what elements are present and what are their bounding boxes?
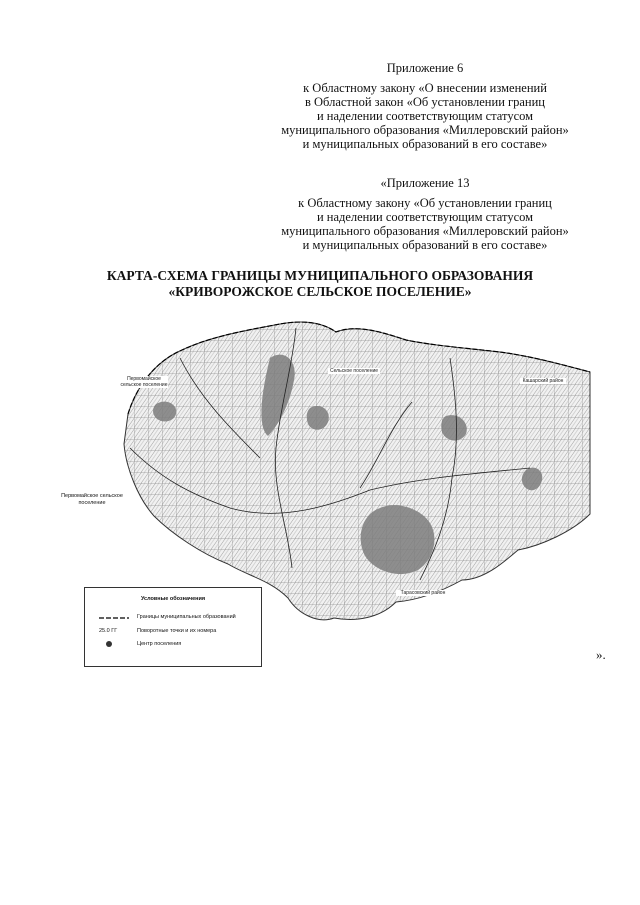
map-area xyxy=(124,322,590,620)
map-title-line: КАРТА-СХЕМА ГРАНИЦЫ МУНИЦИПАЛЬНОГО ОБРАЗОВАНИЯ xyxy=(106,268,534,283)
legend-item-label: Границы муниципальных образований xyxy=(137,614,236,620)
appendix-13-line: и муниципальных образований в его составе» xyxy=(302,238,548,252)
closing-quote: ». xyxy=(596,647,606,662)
legend-item-label: Центр поселения xyxy=(137,641,182,647)
appendix-13-line: и наделении соответствующим статусом xyxy=(316,210,534,224)
appendix-6-line: муниципального образования «Миллеровский район» xyxy=(281,123,569,137)
settlement-center-icon xyxy=(105,640,113,648)
appendix-6-line: в Областной закон «Об установлении границ xyxy=(304,95,545,109)
neighbor-label-left: Первомайское сельское поселение xyxy=(120,376,168,388)
appendix-6-line: к Областному закону «О внесении изменений xyxy=(303,81,547,95)
appendix-6-header: Приложение 6 xyxy=(386,61,464,75)
map-title xyxy=(0,268,640,300)
boundary-line-icon xyxy=(99,615,129,621)
outside-map-label: Первомайское сельское поселение xyxy=(61,493,123,506)
neighbor-label-bottom: Тарасовский район xyxy=(396,590,450,596)
legend-title: Условные обозначения xyxy=(140,596,206,602)
appendix-6-block xyxy=(260,61,590,151)
neighbor-label-right: Кашарский район xyxy=(520,378,566,384)
settlement-map xyxy=(120,318,592,624)
appendix-13-line: муниципального образования «Миллеровский район» xyxy=(281,224,569,238)
appendix-6-line: и наделении соответствующим статусом xyxy=(316,109,534,123)
appendix-13-block xyxy=(260,176,590,252)
map-legend xyxy=(84,587,262,667)
neighbor-label-top: Сельское поселение xyxy=(329,368,379,374)
map-graphic xyxy=(120,318,592,624)
turning-point-icon: 25.0 ГГ xyxy=(99,628,118,634)
appendix-6-line: и муниципальных образований в его составе» xyxy=(302,137,548,151)
map-title-line: «КРИВОРОЖСКОЕ СЕЛЬСКОЕ ПОСЕЛЕНИЕ» xyxy=(168,284,472,299)
legend-item-label: Поворотные точки и их номера xyxy=(137,628,217,634)
appendix-13-header: «Приложение 13 xyxy=(380,176,470,190)
appendix-13-line: к Областному закону «Об установлении границ xyxy=(298,196,552,210)
